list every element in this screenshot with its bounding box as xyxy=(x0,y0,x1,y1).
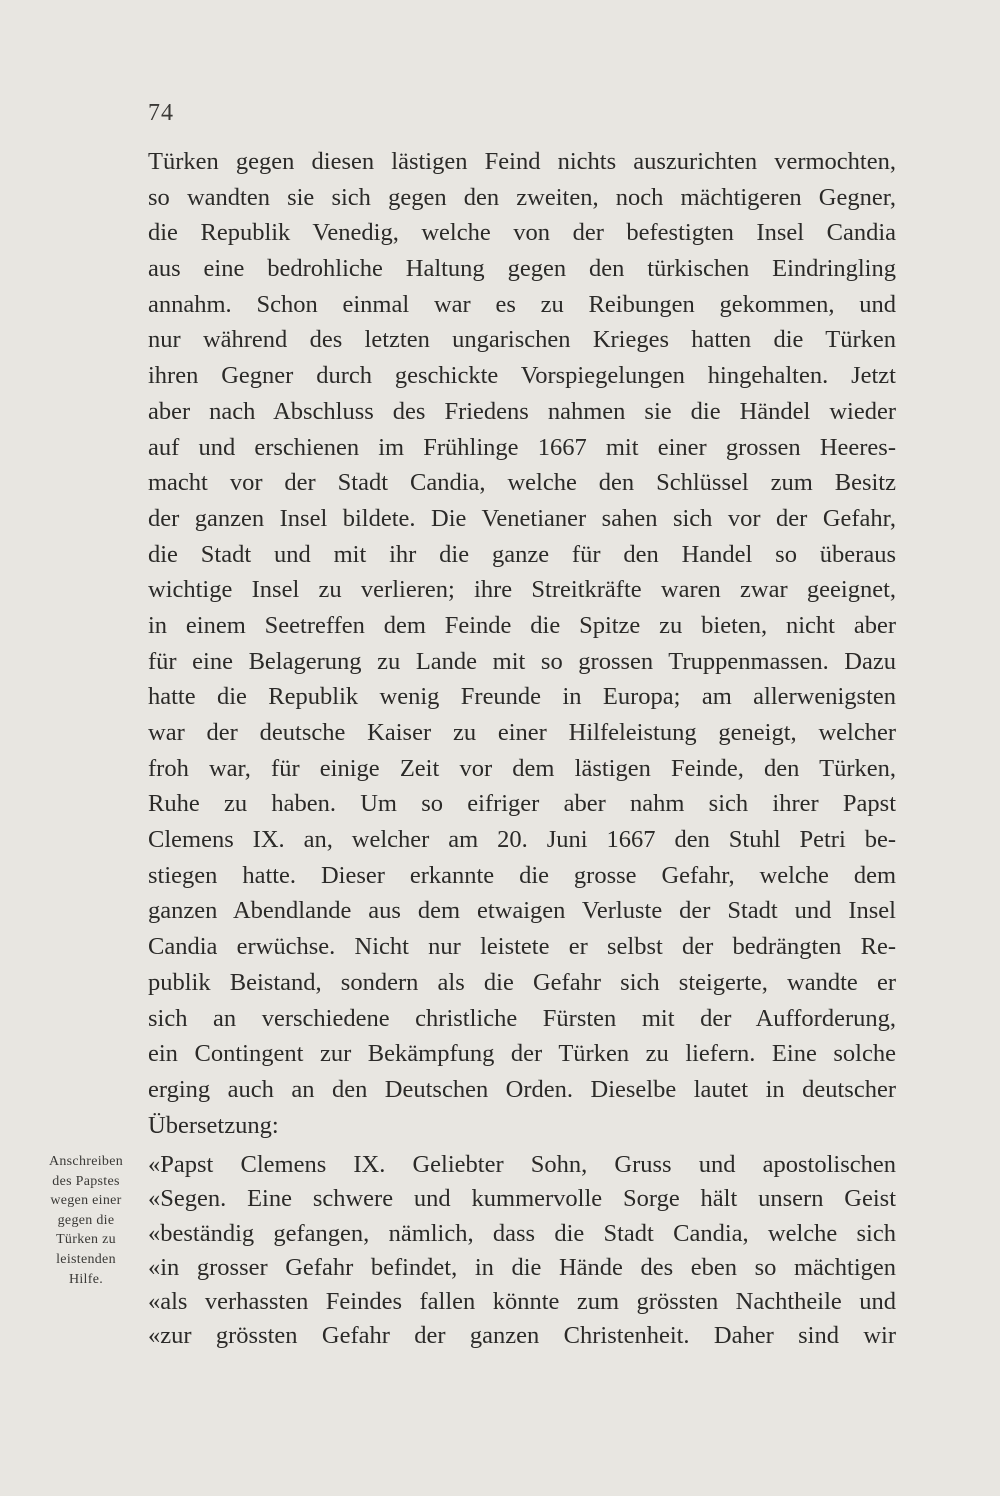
text-line: Übersetzung: xyxy=(148,1111,279,1139)
quote-line: «Papst Clemens IX. Geliebter Sohn, Gruss und apostolischen xyxy=(148,1151,896,1178)
quote-line: «in grosser Gefahr befindet, in die Hände des eben so mächtigen xyxy=(148,1253,896,1281)
margin-note-line: wegen einer xyxy=(50,1193,122,1209)
text-line: ein Contingent zur Bekämpfung der Türken zu liefern. Eine solche xyxy=(148,1040,896,1068)
text-line: die Stadt und mit ihr die ganze für den Handel so überaus xyxy=(148,540,896,568)
text-line: hatte die Republik wenig Freunde in Europa; am allerwenigsten xyxy=(148,683,896,711)
text-line: auf und erschienen im Frühlinge 1667 mit einer grossen Heeres- xyxy=(148,433,896,461)
text-line: Clemens IX. an, welcher am 20. Juni 1667 den Stuhl Petri be- xyxy=(148,826,896,854)
margin-note-line: leistenden xyxy=(56,1251,116,1267)
text-line: Candia erwüchse. Nicht nur leistete er selbst der bedrängten Re- xyxy=(148,933,896,961)
text-line: stiegen hatte. Dieser erkannte die grosse Gefahr, welche dem xyxy=(148,861,896,889)
text-line: erging auch an den Deutschen Orden. Dieselbe lautet in deutscher xyxy=(148,1075,896,1103)
text-line: froh war, für einige Zeit vor dem lästigen Feinde, den Türken, xyxy=(148,754,896,782)
text-line: so wandten sie sich gegen den zweiten, noch mächtigeren Gegner, xyxy=(148,183,896,211)
quote-line: «Segen. Eine schwere und kummervolle Sorge hält unsern Geist xyxy=(148,1185,896,1213)
text-line: macht vor der Stadt Candia, welche den Schlüssel zum Besitz xyxy=(148,469,896,497)
text-line: aus eine bedrohliche Haltung gegen den türkischen Eindringling xyxy=(148,255,896,283)
margin-note-line: Anschreiben xyxy=(48,1154,124,1169)
margin-note-line: Türken zu xyxy=(56,1232,116,1248)
text-line: publik Beistand, sondern als die Gefahr sich steigerte, wandte er xyxy=(148,968,896,996)
text-line: Türken gegen diesen lästigen Feind nichts auszurichten vermochten, xyxy=(148,148,896,175)
quote-line: «als verhassten Feindes fallen könnte zum grössten Nachtheile und xyxy=(148,1288,896,1316)
papal-letter-quote xyxy=(148,1148,896,1354)
margin-note-line: Hilfe. xyxy=(68,1271,104,1287)
quote-line: «zur grössten Gefahr der ganzen Christenheit. Daher sind wir xyxy=(148,1322,896,1350)
text-line: war der deutsche Kaiser zu einer Hilfeleistung geneigt, welcher xyxy=(148,719,896,746)
margin-note-line: des Papstes xyxy=(52,1173,120,1189)
text-line: sich an verschiedene christliche Fürsten mit der Aufforderung, xyxy=(148,1004,896,1032)
text-line: ganzen Abendlande aus dem etwaigen Verluste der Stadt und Insel xyxy=(148,897,896,925)
text-line: aber nach Abschluss des Friedens nahmen sie die Händel wieder xyxy=(148,397,896,425)
text-line: die Republik Venedig, welche von der befestigten Insel Candia xyxy=(148,219,896,247)
text-line: ihren Gegner durch geschickte Vorspiegelungen hingehalten. Jetzt xyxy=(148,362,896,390)
quote-line: «beständig gefangen, nämlich, dass die Stadt Candia, welche sich xyxy=(148,1219,896,1247)
text-line: wichtige Insel zu verlieren; ihre Streitkräfte waren zwar geeignet, xyxy=(148,576,896,604)
margin-note-line: gegen die xyxy=(57,1212,115,1228)
main-paragraph xyxy=(148,144,896,1143)
margin-note xyxy=(28,1152,144,1289)
text-line: annahm. Schon einmal war es zu Reibungen gekommen, und xyxy=(148,290,896,318)
text-line: nur während des letzten ungarischen Krieges hatten die Türken xyxy=(148,326,896,354)
page-number: 74 xyxy=(148,100,174,126)
text-line: für eine Belagerung zu Lande mit so grossen Truppenmassen. Dazu xyxy=(148,647,896,675)
text-line: in einem Seetreffen dem Feinde die Spitze zu bieten, nicht aber xyxy=(148,611,896,639)
text-line: Ruhe zu haben. Um so eifriger aber nahm sich ihrer Papst xyxy=(148,790,896,818)
text-line: der ganzen Insel bildete. Die Venetianer sahen sich vor der Gefahr, xyxy=(148,504,896,532)
